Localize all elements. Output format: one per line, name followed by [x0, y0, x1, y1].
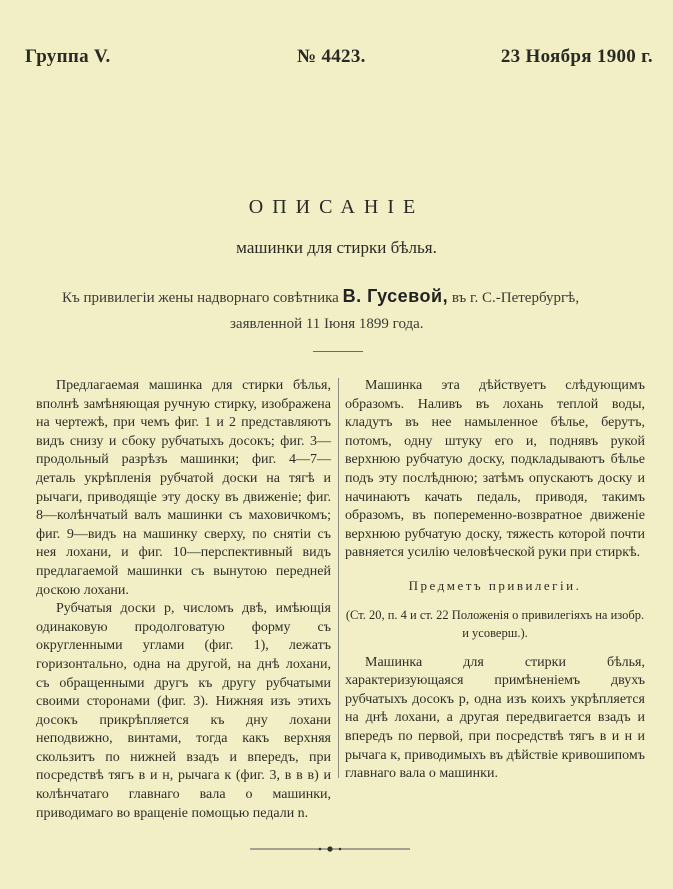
patent-holder-block	[40, 283, 660, 337]
document-title: ОПИСАНІЕ	[248, 196, 425, 218]
patent-line-1	[40, 283, 660, 311]
column-divider	[338, 378, 339, 778]
claim-text: Машинка для стирки бѣлья, характеризующаяся примѣненіемъ двухъ рубчатыхъ досокъ p, одна изъ коихъ укрѣпляется на днѣ лохани, а другая передвигается взадъ и впередъ по первой, при посредствѣ тягъ в и н и рычага к, приводимыхъ въ дѣйствіе кривошипомъ главнаго вала о машинки.	[345, 654, 645, 782]
document-subtitle: машинки для стирки бѣлья.	[236, 238, 437, 257]
claim-heading: Предметъ привилегіи.	[408, 577, 582, 593]
left-paragraph-1: Предлагаемая машинка для стирки бѣлья, вполнѣ замѣняющая ручную стирку, изображена на чертежѣ, при чемъ фиг. 1 и 2 представляютъ видъ снизу и сбоку рубчатыхъ досокъ; фиг. 3—продольный разрѣзъ машинки; фиг. 4—7—деталь укрѣпленія рубчатой доски на тягѣ и рычаги, приводящіе эту доску въ движеніе; фиг. 8—колѣнчатый валъ машинки съ маховичкомъ; фиг. 9—видъ на машинку сверху, по снятіи съ нея лохани, и фиг. 10—перспективный видъ предлагаемой машинки съ вынутою передней доскою лохани.	[36, 378, 331, 598]
patent-location: въ г. С.-Петербургѣ,	[451, 290, 580, 306]
patent-holder-name: В. Гусевой,	[342, 286, 449, 306]
right-column	[345, 377, 645, 784]
left-paragraph-2: Рубчатыя доски p, числомъ двѣ, имѣющія одинаковую продолговатую форму съ округленными углами (фиг. 1), лежатъ горизонтально, одна на другой, на днѣ лохани, съ обращенными другъ къ другу рубчатыми своими сторонами (фиг. 3). Нижняя изъ этихъ досокъ прикрѣпляется къ дну лохани неподвижно, винтами, тогда какъ верхняя скользитъ по нижней взадъ и впередъ, при посредствѣ тягъ в и н, рычага к (фиг. 3, в в в) и колѣнчатаго главнаго вала о машинки, приводимаго во вращеніе помощью педали n.	[36, 601, 331, 821]
left-column	[36, 377, 331, 823]
patent-prefix: Къ привилегіи жены надворнаго совѣтника	[62, 290, 339, 306]
claim-note: (Ст. 20, п. 4 и ст. 22 Положенія о привилегіяхъ на изобр. и усоверш.).	[345, 607, 645, 640]
patent-number: № 4423.	[297, 46, 366, 67]
right-paragraph-1: Машинка эта дѣйствуетъ слѣдующимъ образомъ. Наливъ въ лохань теплой воды, кладутъ въ нее намыленное бѣлье, берутъ, потомъ, одну штуку его и, поднявъ рукой верхнюю рубчатую доску, подкладываютъ бѣлье подъ эту послѣднюю; затѣмъ опускаютъ доску и начинаютъ качать педаль, приводя, такимъ образомъ, въ попеременно-возвратное движеніе верхнюю рубчатую доску, тяжесть которой почти равняется усилію человѣческой руки при стиркѣ.	[345, 378, 645, 561]
issue-date: 23 Ноября 1900 г.	[500, 46, 653, 67]
group-label: Группа V.	[25, 46, 111, 67]
document-header	[0, 46, 673, 76]
patent-line-2: заявленной 11 Іюня 1899 года.	[230, 316, 424, 332]
section-divider-rule	[313, 351, 363, 352]
end-ornament	[250, 845, 410, 853]
